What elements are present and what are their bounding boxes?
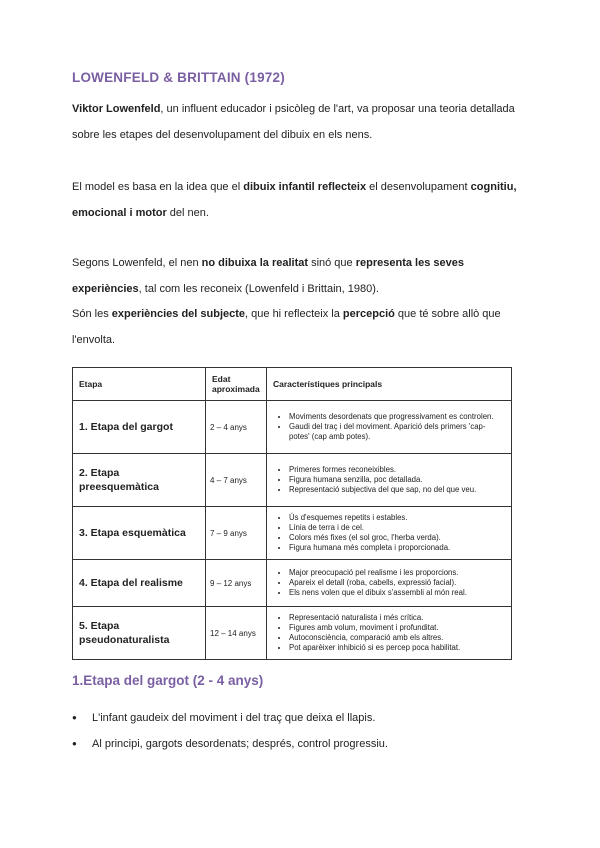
stage-age: 7 – 9 anys: [206, 507, 267, 560]
table-row: [73, 607, 512, 660]
stage-name: 4. Etapa del realisme: [73, 560, 206, 607]
bullet-list: [72, 705, 532, 757]
list-item: • Figures amb volum, moviment i profunditat.: [289, 623, 505, 633]
list-item: • Colors més fixes (el sol groc, l'herba verda).: [289, 533, 505, 543]
section-title: 1.Etapa del gargot (2 - 4 anys): [72, 673, 264, 688]
bold-text: representa les seves experiències: [72, 257, 464, 295]
bold-text: cognitiu, emocional i motor: [72, 181, 517, 219]
bold-text: Viktor Lowenfeld: [72, 103, 161, 115]
stage-characteristics: [267, 401, 512, 454]
stage-age: 12 – 14 anys: [206, 607, 267, 660]
list-item: • Figura humana senzilla, poc detallada.: [289, 475, 505, 485]
list-item: • Representació naturalista i més crítica.: [289, 613, 505, 623]
list-item: • Pot aparèixer inhibició si es percep poca habilitat.: [289, 643, 505, 653]
bold-text: dibuix infantil reflecteix: [243, 181, 367, 193]
list-item: ● L'infant gaudeix del moviment i del traç que deixa el llapis.: [72, 705, 532, 731]
text: , que hi reflecteix la: [245, 308, 343, 320]
text: El model es basa en la idea que el: [72, 181, 244, 193]
text: el desenvolupament: [366, 181, 471, 193]
stage-characteristics: [267, 454, 512, 507]
paragraph-model: [72, 174, 532, 226]
list-item: • Apareix el detall (roba, cabells, expressió facial).: [289, 578, 505, 588]
list-item: • Autoconsciència, comparació amb els altres.: [289, 633, 505, 643]
header-caracteristiques: Característiques principals: [267, 368, 512, 401]
list-item: • Primeres formes reconeixibles.: [289, 465, 505, 475]
text: que té sobre allò que l'envolta.: [72, 308, 501, 346]
stage-name: 3. Etapa esquemàtica: [73, 507, 206, 560]
stages-table: [72, 367, 512, 660]
bold-text: percepció: [342, 308, 395, 320]
list-item: • Representació subjectiva del que sap, no del que veu.: [289, 485, 505, 495]
text: , tal com les reconeix (Lowenfeld i Brittain, 1980).: [138, 283, 379, 295]
list-item: • Ús d'esquemes repetits i estables.: [289, 513, 505, 523]
header-etapa: Etapa: [73, 368, 206, 401]
stage-age: 4 – 7 anys: [206, 454, 267, 507]
table-row: [73, 401, 512, 454]
list-item: • Línia de terra i de cel.: [289, 523, 505, 533]
bold-text: experiències del subjecte: [111, 308, 246, 320]
text: Segons Lowenfeld, el nen: [72, 257, 202, 269]
stage-age: 2 – 4 anys: [206, 401, 267, 454]
header-edat: Edat aproximada: [206, 368, 267, 401]
text: Són les: [72, 308, 112, 320]
stage-characteristics: [267, 607, 512, 660]
stage-name: 5. Etapa pseudonaturalista: [73, 607, 206, 660]
table-row: [73, 507, 512, 560]
stage-name: 2. Etapa preesquemàtica: [73, 454, 206, 507]
paragraph-experiences: [72, 301, 532, 353]
list-item: • Gaudi del traç i del moviment. Aparició dels primers 'cap-potes' (cap amb potes).: [289, 422, 505, 442]
text: , un influent educador i psicòleg de l'art, va proposar una teoria detallada sobre les etapes del desenvolupament del dibuix en els nens.: [72, 103, 515, 141]
paragraph-lowenfeld: [72, 250, 532, 302]
paragraph-intro: [72, 96, 532, 148]
bold-text: no dibuixa la realitat: [201, 257, 309, 269]
stage-name: 1. Etapa del gargot: [73, 401, 206, 454]
list-item: • Figura humana més completa i proporcionada.: [289, 543, 505, 553]
page-title: LOWENFELD & BRITTAIN (1972): [72, 70, 285, 85]
text: del nen.: [166, 207, 209, 219]
text: sinó que: [308, 257, 356, 269]
table-header-row: [73, 368, 512, 401]
list-item: • Els nens volen que el dibuix s'assembli al món real.: [289, 588, 505, 598]
stage-age: 9 – 12 anys: [206, 560, 267, 607]
list-item: ● Al principi, gargots desordenats; després, control progressiu.: [72, 731, 532, 757]
list-item: • Moviments desordenats que progressivament es controlen.: [289, 412, 505, 422]
table-row: [73, 560, 512, 607]
stage-characteristics: [267, 507, 512, 560]
stage-characteristics: [267, 560, 512, 607]
list-item: • Major preocupació pel realisme i les proporcions.: [289, 568, 505, 578]
table-row: [73, 454, 512, 507]
